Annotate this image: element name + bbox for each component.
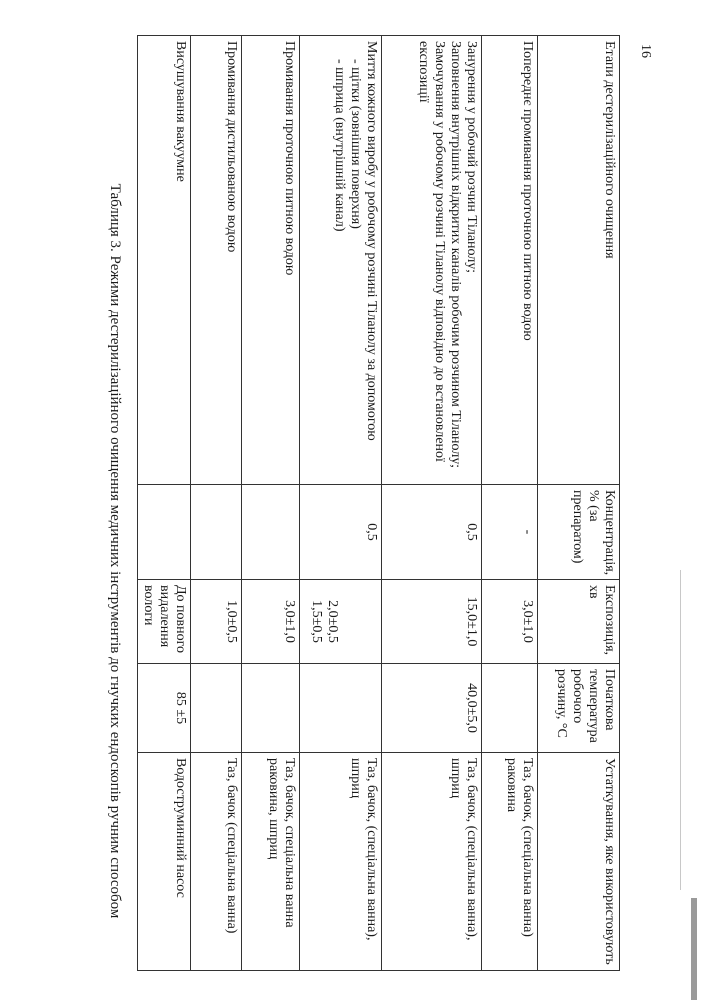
equipment-cell: Таз, бачок, (спеціальна ванна), шприц xyxy=(300,753,382,971)
stage-subitem: - щітки (зовнішня поверхня) xyxy=(348,59,363,229)
equipment-cell: Водоструминний насос xyxy=(138,753,191,971)
stage-cell: Попереднє промивання проточною питною водою xyxy=(482,36,538,485)
equipment-cell: Таз, бачок, (спеціальна ванна), шприц xyxy=(382,753,482,971)
stage-cell: Промивання дистильованою водою xyxy=(191,36,242,485)
page-number: 16 xyxy=(638,44,653,58)
stage-cell xyxy=(382,36,482,485)
concentration-cell: 0,5 xyxy=(382,485,482,580)
concentration-cell: 0,5 xyxy=(300,485,382,580)
concentration-cell: - xyxy=(482,485,538,580)
equipment-cell: Таз, бачок, (спеціальна ванна) раковина xyxy=(482,753,538,971)
header-concentration: Концентрація, % (за препаратом) xyxy=(538,485,620,580)
stage-line: Занурення у робочий розчин Тіланолу; xyxy=(464,41,479,274)
table-row xyxy=(138,36,191,971)
stage-cell: Висушування вакуумне xyxy=(138,36,191,485)
stage-text: Миття кожного виробу у робочому розчині Тіланолу за допомогою xyxy=(364,41,379,441)
equipment-cell: Таз, бачок (спеціальна ванна) xyxy=(191,753,242,971)
stage-subitem: - шприца (внутрішній канал) xyxy=(332,59,347,232)
exposure-cell xyxy=(300,580,382,664)
temperature-cell xyxy=(191,664,242,753)
table-caption: Таблиця 3. Режими дестерилізаційного очищення медичних інструментів до гнучких ендоскопів ручним способом xyxy=(107,183,123,919)
exposure-cell: 15,0±1,0 xyxy=(382,580,482,664)
exposure-value: 1,5±0,5 xyxy=(309,600,324,643)
exposure-cell: 3,0±1,0 xyxy=(482,580,538,664)
table-row xyxy=(300,36,382,971)
exposure-cell: 3,0±1,0 xyxy=(242,580,300,664)
exposure-cell: До повного видалення вологи xyxy=(138,580,191,664)
stage-cell: Промивання проточною питною водою xyxy=(242,36,300,485)
table-header-row xyxy=(538,36,620,971)
header-temperature: Початкова температура робочого розчину, °С xyxy=(538,664,620,753)
concentration-cell xyxy=(138,485,191,580)
table-row xyxy=(191,36,242,971)
header-exposure: Експозиція, хв xyxy=(538,580,620,664)
temperature-cell xyxy=(482,664,538,753)
stage-line: Заповнення внутрішніх відкритих каналів робочим розчином Тіланолу; xyxy=(448,41,463,469)
table-row xyxy=(382,36,482,971)
header-stage: Етапи дестерилізаційного очищення xyxy=(538,36,620,485)
header-equipment: Устаткування, яке використовують xyxy=(538,753,620,971)
equipment-cell: Таз, бачок, спеціальна ванна раковина, шприц xyxy=(242,753,300,971)
table-row xyxy=(242,36,300,971)
cleaning-table xyxy=(141,35,620,970)
stage-cell xyxy=(300,36,382,485)
concentration-cell xyxy=(191,485,242,580)
table-row xyxy=(482,36,538,971)
temperature-cell xyxy=(300,664,382,753)
exposure-value: 2,0±0,5 xyxy=(325,600,340,643)
concentration-cell xyxy=(242,485,300,580)
temperature-cell: 85 ±5 xyxy=(138,664,191,753)
temperature-cell: 40,0±5,0 xyxy=(382,664,482,753)
stage-line: Замочування у робочому розчині Тіланолу відповідно до встановленої експозиції xyxy=(416,41,447,462)
temperature-cell xyxy=(242,664,300,753)
exposure-cell: 1,0±0,5 xyxy=(191,580,242,664)
